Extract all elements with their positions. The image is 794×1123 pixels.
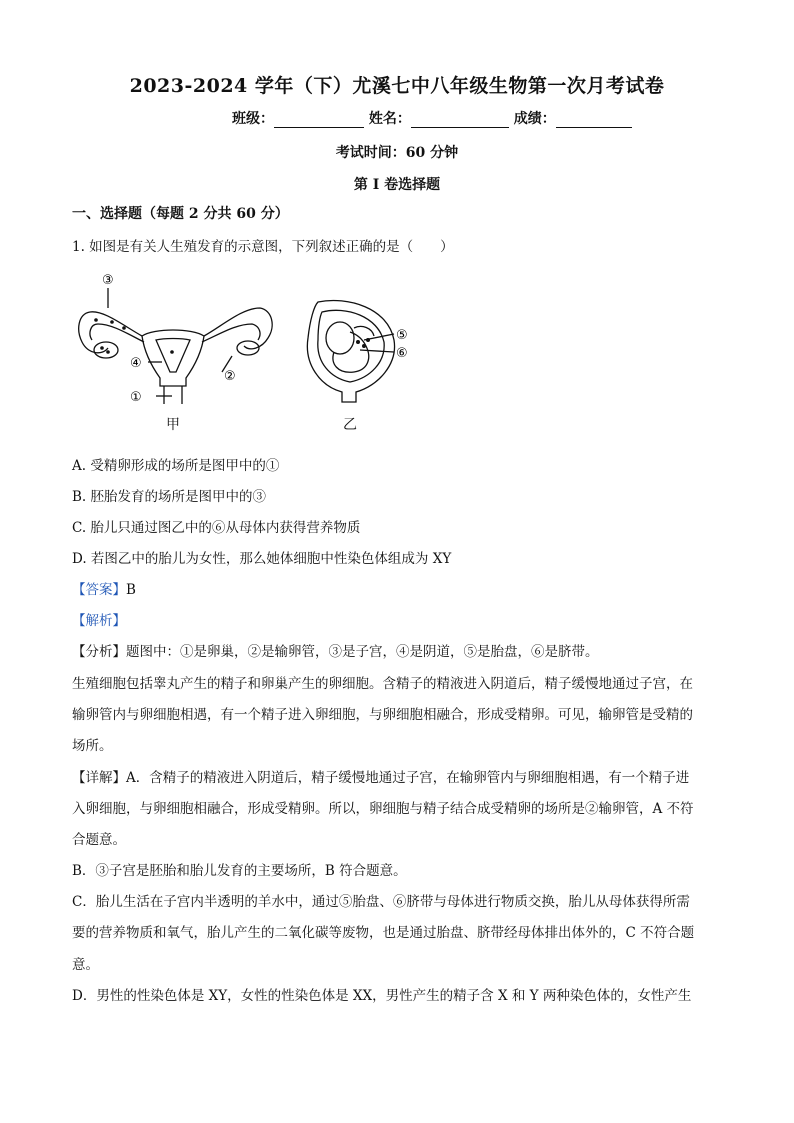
analysis-line: 【分析】题图中：①是卵巢，②是输卵管，③是子宫，④是阴道，⑤是胎盘，⑥是脐带。: [72, 644, 599, 660]
analysis-line: B．③子宫是胚胎和胎儿发育的主要场所，B 符合题意。: [72, 863, 407, 879]
analysis-line: 合题意。: [72, 832, 126, 848]
class-blank: [274, 113, 364, 128]
answer-line: [72, 578, 136, 598]
analysis-tag: 【解析】: [72, 613, 126, 629]
question-stem: 1. 如图是有关人生殖发育的示意图，下列叙述正确的是（ ）: [72, 239, 454, 255]
analysis-line: 意。: [72, 957, 99, 973]
option-c: C. 胎儿只通过图乙中的⑥从母体内获得营养物质: [72, 520, 361, 536]
figure-label-yi: 乙: [343, 417, 357, 433]
analysis-line: 输卵管内与卵细胞相遇，有一个精子进入卵细胞，与卵细胞相融合，形成受精卵。可见，输卵管是受精的: [72, 707, 693, 723]
option-a: A. 受精卵形成的场所是图甲中的①: [72, 458, 280, 474]
score-label: 成绩：: [513, 111, 556, 127]
score-blank: [556, 113, 632, 128]
volume-title: 第 I 卷选择题: [353, 177, 441, 193]
fig-mark-5: ⑤: [396, 328, 408, 343]
analysis-line: 入卵细胞，与卵细胞相融合，形成受精卵。所以，卵细胞与精子结合成受精卵的场所是②输卵管，A 不符: [72, 801, 694, 817]
analysis-line: 场所。: [72, 738, 113, 754]
class-label: 班级：: [232, 111, 274, 127]
analysis-line: 【详解】A．含精子的精液进入阴道后，精子缓慢地通过子宫，在输卵管内与卵细胞相遇，有一个精子进: [72, 770, 690, 786]
answer-value: B: [126, 582, 136, 598]
option-d: D. 若图乙中的胎儿为女性，那么她体细胞中性染色体组成为 XY: [72, 551, 452, 567]
option-b: B. 胚胎发育的场所是图甲中的③: [72, 489, 267, 505]
reproduction-figure: [72, 268, 432, 438]
section-title: 一、选择题（每题 2 分共 60 分）: [72, 206, 289, 222]
answer-tag: 【答案】: [72, 582, 126, 598]
name-blank: [411, 113, 509, 128]
fig-mark-6: ⑥: [396, 346, 408, 361]
exam-title: 2023-2024 学年（下）尤溪七中八年级生物第一次月考试卷: [129, 75, 665, 97]
fig-mark-2: ③: [102, 273, 114, 288]
analysis-line: D．男性的性染色体是 XY，女性的性染色体是 XX，男性产生的精子含 X 和 Y 两种染色体的，女性产生: [72, 988, 692, 1004]
name-label: 姓名：: [368, 111, 411, 127]
analysis-line: 要的营养物质和氧气，胎儿产生的二氧化碳等废物，也是通过胎盘、脐带经母体排出体外的，C 不符合题: [72, 925, 695, 941]
analysis-line: C．胎儿生活在子宫内半透明的羊水中，通过⑤胎盘、⑥脐带与母体进行物质交换，胎儿从母体获得所需: [72, 894, 690, 910]
fig-mark-3: ④: [130, 356, 142, 371]
exam-time: 考试时间：60 分钟: [335, 145, 459, 161]
figure-label-jia: 甲: [166, 417, 180, 433]
reproduction-diagram: [72, 268, 432, 438]
fig-mark-1: ②: [224, 369, 236, 384]
student-info-line: [232, 108, 632, 128]
analysis-line: 生殖细胞包括睾丸产生的精子和卵巢产生的卵细胞。含精子的精液进入阴道后，精子缓慢地通过子宫，在: [72, 676, 693, 692]
fig-mark-4: ①: [130, 390, 142, 405]
